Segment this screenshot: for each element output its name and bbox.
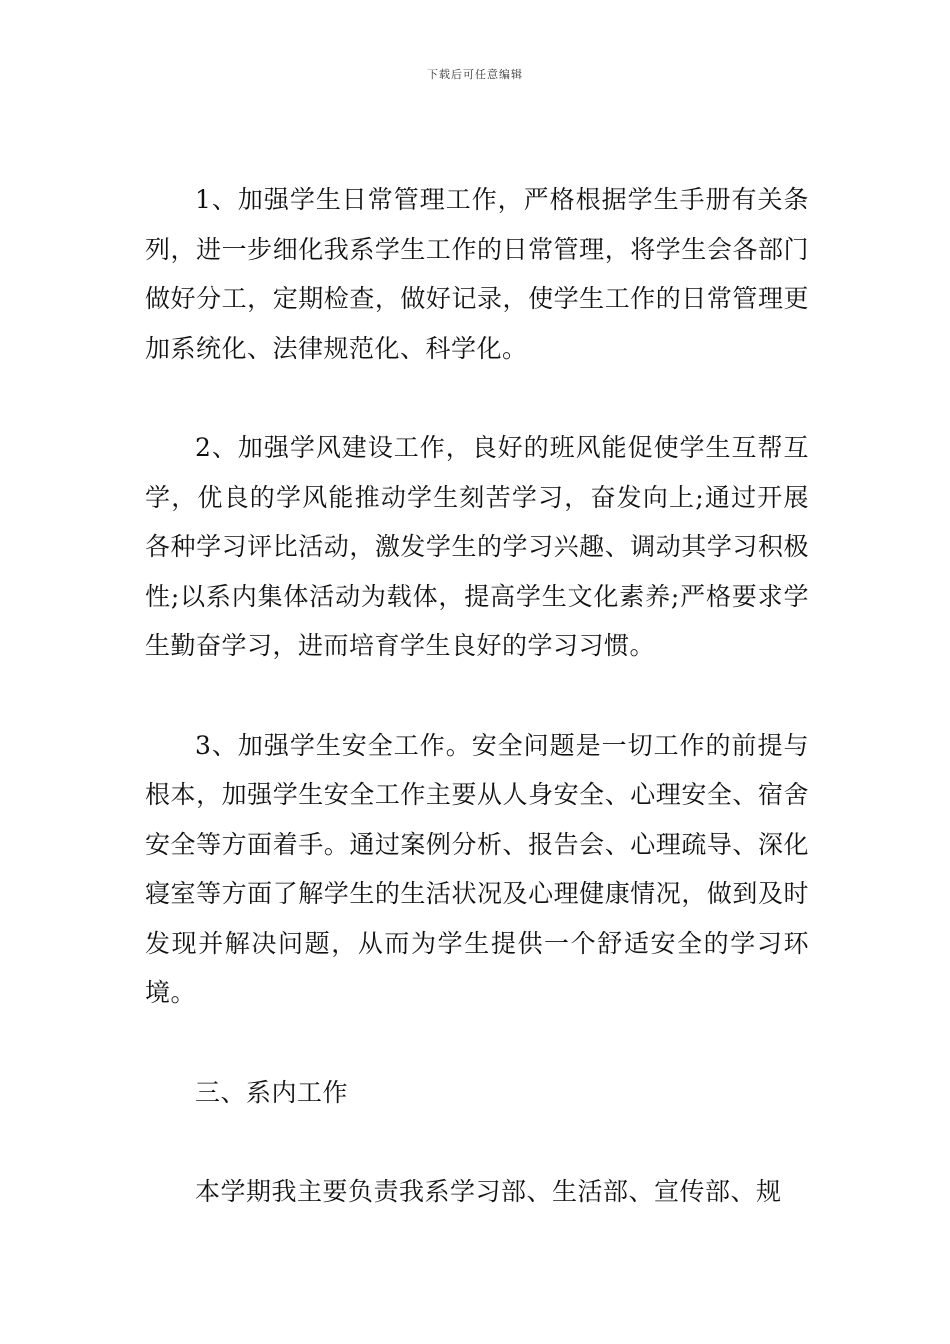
paragraph-gap [145, 373, 809, 423]
document-body [145, 175, 809, 1217]
paragraph-gap [145, 1117, 809, 1167]
paragraph-gap [145, 1018, 809, 1068]
paragraph-safety-work: 3、加强学生安全工作。安全问题是一切工作的前提与根本，加强学生安全工作主要从人身安全、心理安全、宿舍安全等方面着手。通过案例分析、报告会、心理疏导、深化寝室等方面了解学生的生活状况及心理健康情况，做到及时发现并解决问题，从而为学生提供一个舒适安全的学习环境。 [145, 730, 809, 1007]
paragraph-gap [145, 671, 809, 721]
paragraph-semester-responsibilities: 本学期我主要负责我系学习部、生活部、宣传部、规 [195, 1177, 782, 1206]
header-note: 下载后可任意编辑 [427, 68, 523, 81]
paragraph-daily-management: 1、加强学生日常管理工作，严格根据学生手册有关条列，进一步细化我系学生工作的日常管理，将学生会各部门做好分工，定期检查，做好记录，使学生工作的日常管理更加系统化、法律规范化、科学化。 [145, 185, 809, 363]
section-heading-department-work: 三、系内工作 [195, 1077, 349, 1107]
paragraph-study-style: 2、加强学风建设工作，良好的班风能促使学生互帮互学，优良的学风能推动学生刻苦学习，奋发向上;通过开展各种学习评比活动，激发学生的学习兴趣、调动其学习积极性;以系内集体活动为载体，提高学生文化素养;严格要求学生勤奋学习，进而培育学生良好的学习习惯。 [145, 433, 809, 660]
